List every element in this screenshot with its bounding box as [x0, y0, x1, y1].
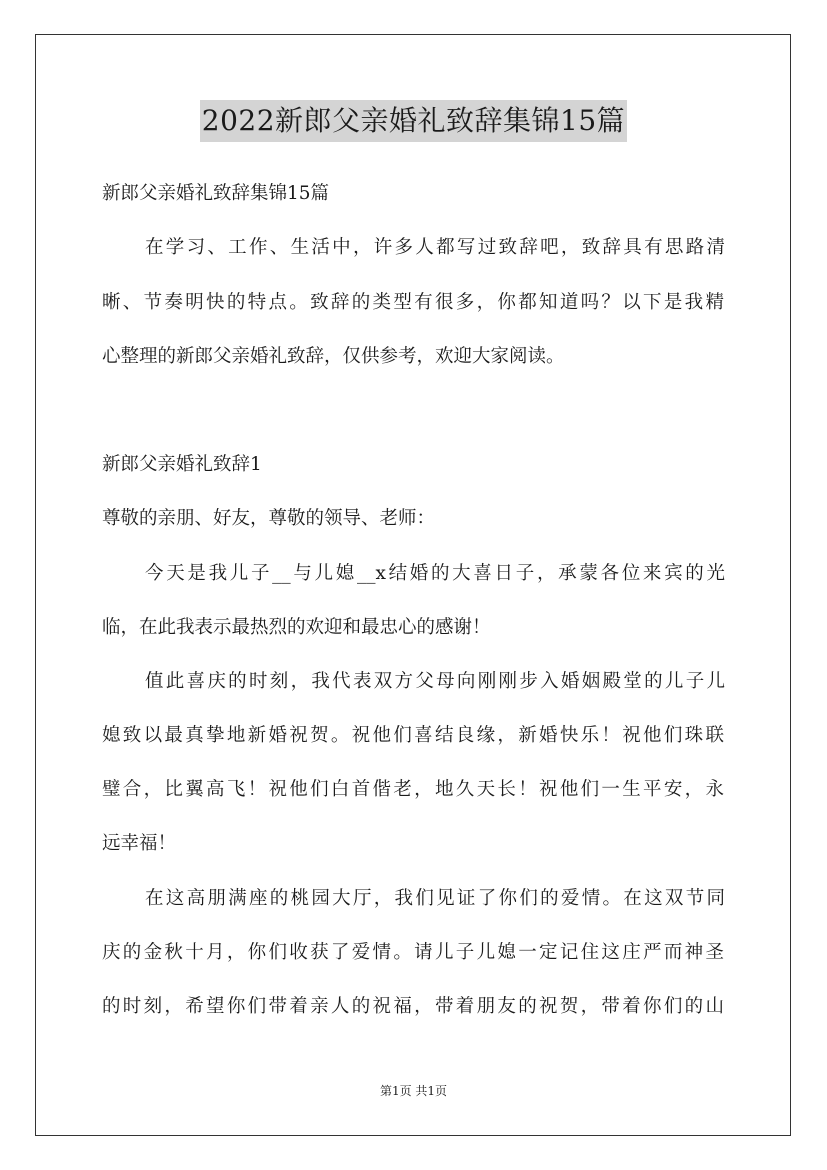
title-container [0, 100, 827, 142]
paragraph-line: 媳致以最真挚地新婚祝贺。祝他们喜结良缘，新婚快乐！祝他们珠联 [102, 725, 724, 746]
paragraph-line: 心整理的新郎父亲婚礼致辞，仅供参考，欢迎大家阅读。 [102, 346, 565, 367]
paragraph-line: 晰、节奏明快的特点。致辞的类型有很多，你都知道吗？以下是我精 [102, 292, 724, 313]
paragraph-line: 值此喜庆的时刻，我代表双方父母向刚刚步入婚姻殿堂的儿子儿 [145, 671, 725, 692]
salutation-line: 尊敬的亲朋、好友，尊敬的领导、老师： [102, 508, 436, 529]
paragraph-line: 临，在此我表示最热烈的欢迎和最忠心的感谢！ [102, 617, 491, 638]
paragraph-line: 的时刻，希望你们带着亲人的祝福，带着朋友的祝贺，带着你们的山 [102, 996, 724, 1017]
paragraph-line: 远幸福！ [102, 833, 177, 854]
paragraph-line: 在这高朋满座的桃园大厅，我们见证了你们的爱情。在这双节同 [145, 888, 725, 909]
paragraph-line: 庆的金秋十月，你们收获了爱情。请儿子儿媳一定记住这庄严而神圣 [102, 942, 724, 963]
paragraph-line: 璧合，比翼高飞！祝他们白首偕老，地久天长！祝他们一生平安，永 [102, 779, 724, 800]
subtitle-line: 新郎父亲婚礼致辞集锦15篇 [102, 183, 330, 204]
paragraph-line: 在学习、工作、生活中，许多人都写过致辞吧，致辞具有思路清 [145, 237, 725, 258]
section-heading: 新郎父亲婚礼致辞1 [102, 454, 262, 475]
document-title: 2022新郎父亲婚礼致辞集锦15篇 [200, 100, 627, 142]
page-footer: 第1页 共1页 [379, 1084, 448, 1098]
paragraph-line: 今天是我儿子__与儿媳__x结婚的大喜日子，承蒙各位来宾的光 [145, 563, 725, 584]
